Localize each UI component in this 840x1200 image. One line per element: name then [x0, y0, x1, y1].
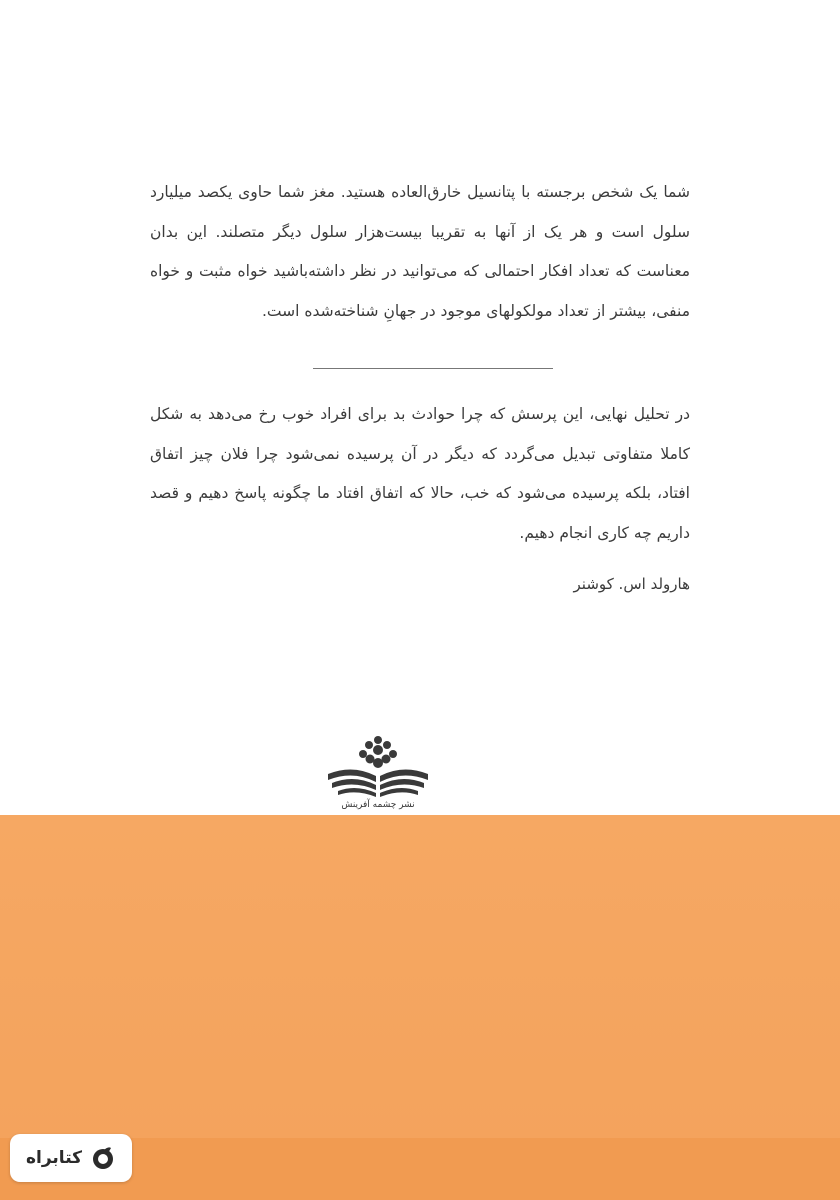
publisher-name: نشر چشمه آفرینش	[341, 800, 415, 810]
separator-line	[313, 368, 553, 369]
quote-paragraph-2: در تحلیل نهایی، این پرسش که چرا حوادث بد برای افراد خوب رخ می‌دهد به شکل کاملا متفاوتی تبدیل می‌گردد که دیگر در آن پرسیده نمی‌شود چرا فلان چیز اتفاق افتاد، بلکه پرسیده می‌شود که خب، حالا که اتفاق افتاد ما چگونه پاسخ دهیم و قصد داریم چه کاری انجام دهیم.	[150, 405, 690, 542]
quote-paragraph-1: شما یک شخص برجسته با پتانسیل خارق‌العاده هستید. مغز شما حاوی یکصد میلیارد سلول است و هر یک از آنها به تقریبا بیست‌هزار سلول دیگر متصلند. این بدان معناست که تعداد افکار احتمالی که می‌توانید در نظر داشته‌باشید خواه مثبت و خواه منفی، بیشتر از تعداد مولکولهای موجود در جهانِ شناخته‌شده است.	[150, 183, 690, 320]
ketabrah-badge[interactable]	[10, 1134, 132, 1182]
ketabrah-label: کتابراه	[25, 1148, 83, 1168]
quote-author: هارولد اس. کوشنر	[573, 575, 690, 593]
ketabrah-logo-icon	[90, 1145, 116, 1171]
